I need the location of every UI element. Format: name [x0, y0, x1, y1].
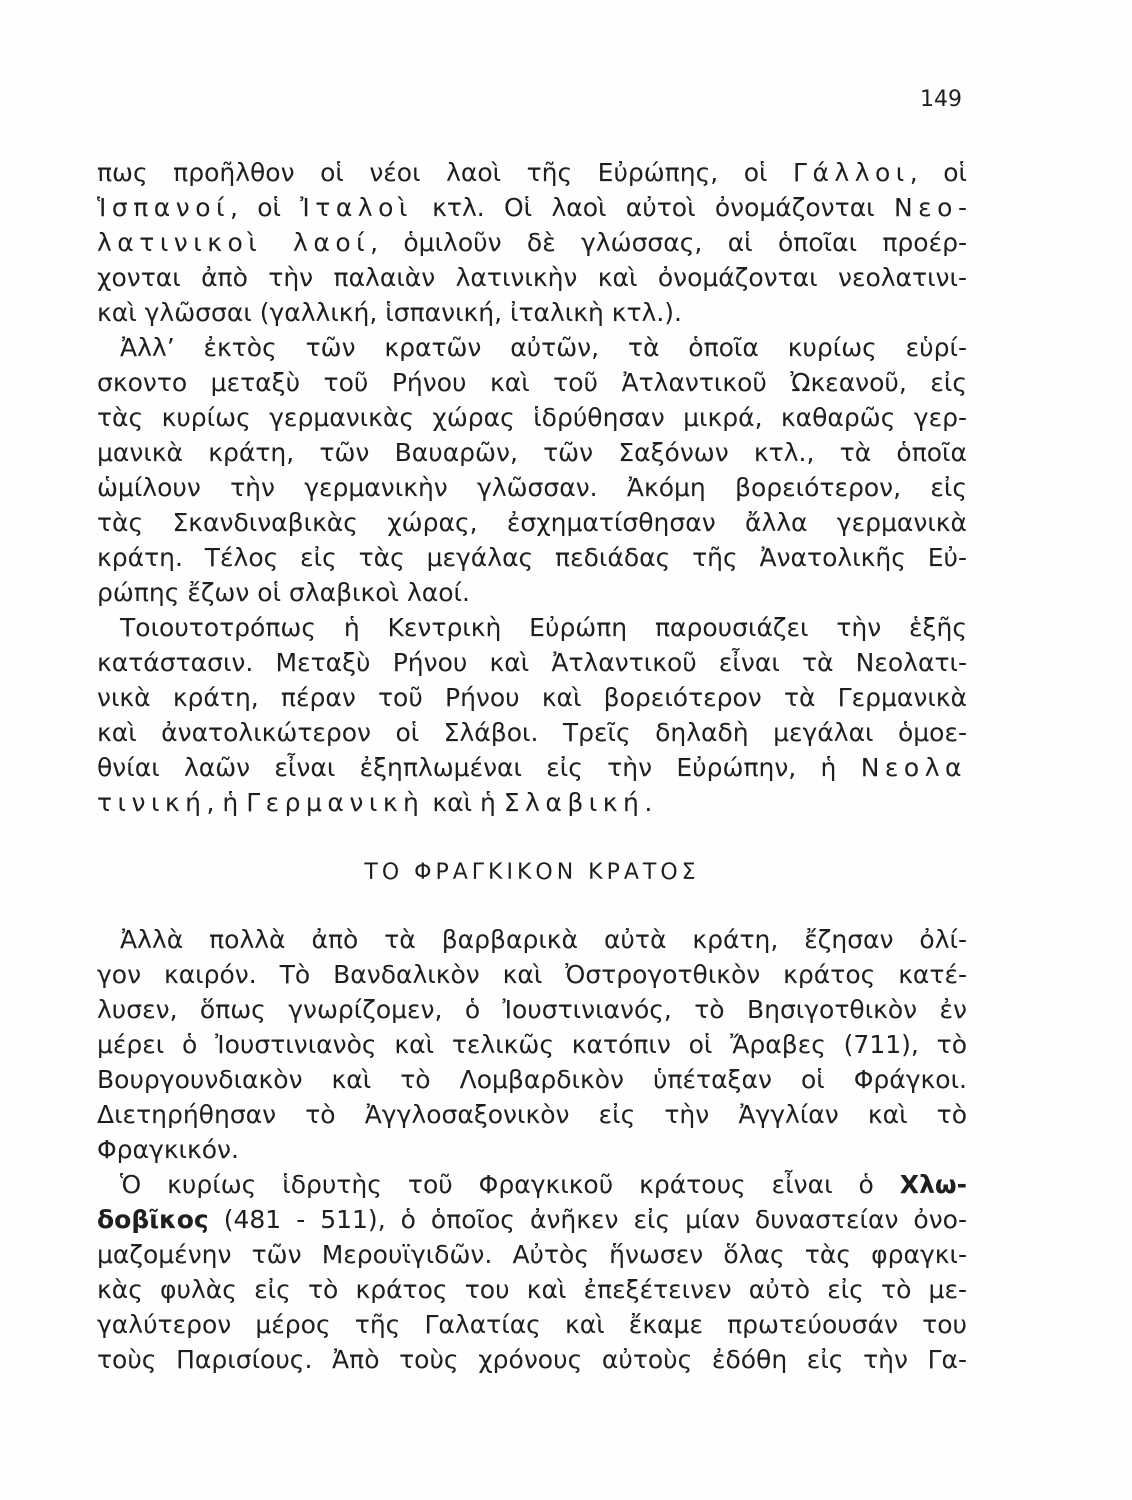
text-line: σκοντο μεταξὺ τοῦ Ρήνου καὶ τοῦ Ἀτλαντικοῦ Ὠκεανοῦ, εἰς [97, 368, 967, 397]
text-segment: πως προῆλθον οἱ νέοι λαοὶ τῆς Εὐρώπης, οἱ [97, 158, 794, 187]
text-line [97, 1167, 967, 1202]
text-line: ὡμίλουν τὴν γερμανικὴν γλῶσσαν. Ἀκόμη βορειότερον, εἰς [97, 473, 967, 502]
spaced-emphasis: Νεο [893, 193, 958, 222]
text-line: κατάστασιν. Μεταξὺ Ρήνου καὶ Ἀτλαντικοῦ εἶναι τὰ Νεολατι- [97, 648, 967, 677]
text-segment: - [957, 193, 967, 222]
text-line: Διετηρήθησαν τὸ Ἀγγλοσαξονικὸν εἰς τὴν Ἀγγλίαν καὶ τὸ [97, 1100, 967, 1129]
bold-name: δοβῖκος [97, 1205, 209, 1234]
text-segment: , ὁμιλοῦν δὲ γλώσσας, αἱ ὁποῖαι προέρ- [370, 228, 967, 257]
spaced-emphasis: Γερμανικὴ [246, 788, 425, 817]
text-line [97, 1202, 967, 1237]
text-line: καὶ γλῶσσαι (γαλλική, ἱσπανική, ἰταλικὴ κτλ.). [97, 298, 682, 327]
text-line: τὰς κυρίως γερμανικὰς χώρας ἱδρύθησαν μικρά, καθαρῶς γερ- [97, 403, 967, 432]
text-line [97, 750, 967, 785]
text-line: Φραγκικόν. [97, 1135, 239, 1164]
section-heading: ΤΟ ΦΡΑΓΚΙΚΟΝ ΚΡΑΤΟΣ [364, 860, 700, 885]
text-line: Τοιουτοτρόπως ἡ Κεντρικὴ Εὐρώπη παρουσιάζει τὴν ἑξῆς [120, 613, 967, 642]
text-line: χονται ἀπὸ τὴν παλαιὰν λατινικὴν καὶ ὀνομάζονται νεολατινι- [97, 263, 967, 292]
text-line: τὰς Σκανδιναβικὰς χώρας, ἐσχηματίσθησαν ἄλλα γερμανικὰ [97, 508, 967, 537]
text-segment: , οἱ [229, 193, 301, 222]
text-line: κράτη. Τέλος εἰς τὰς μεγάλας πεδιάδας τῆς Ἀνατολικῆς Εὐ- [97, 543, 967, 572]
spaced-emphasis: Γάλλοι [793, 158, 910, 187]
text-segment: καὶ ἡ [424, 788, 504, 817]
spaced-emphasis: Ἱσπανοί [97, 193, 230, 222]
text-segment: (481 - 511), ὁ ὁποῖος ἀνῆκεν εἰς μίαν δυναστείαν ὀνο- [208, 1205, 967, 1234]
text-segment: , ἡ [206, 788, 247, 817]
bold-name: Χλω- [899, 1170, 967, 1199]
spaced-emphasis: Ἰταλοὶ [300, 193, 413, 222]
spaced-emphasis: λατινικοὶ λαοί [97, 228, 371, 257]
text-line [97, 225, 967, 260]
text-segment: θνίαι λαῶν εἶναι ἐξηπλωμέναι εἰς τὴν Εὐρώπην, ἡ [97, 753, 861, 782]
text-line: τοὺς Παρισίους. Ἀπὸ τοὺς χρόνους αὐτοὺς ἐδόθη εἰς τὴν Γα- [97, 1345, 967, 1374]
text-line: καὶ ἀνατολικώτερον οἱ Σλάβοι. Τρεῖς δηλαδὴ μεγάλαι ὁμοε- [97, 718, 967, 747]
text-line: μανικὰ κράτη, τῶν Βαυαρῶν, τῶν Σαξόνων κτλ., τὰ ὁποῖα [97, 438, 967, 467]
text-line: γαλύτερον μέρος τῆς Γαλατίας καὶ ἔκαμε πρωτεύουσάν του [97, 1310, 967, 1339]
text-line: ρώπης ἔζων οἱ σλαβικοὶ λαοί. [97, 578, 470, 607]
text-line: κὰς φυλὰς εἰς τὸ κράτος του καὶ ἐπεξέτεινεν αὐτὸ εἰς τὸ με- [97, 1275, 967, 1304]
text-line: μέρει ὁ Ἰουστινιανὸς καὶ τελικῶς κατόπιν οἱ Ἄραβες (711), τὸ [97, 1030, 967, 1059]
text-line: Ἀλλὰ πολλὰ ἀπὸ τὰ βαρβαρικὰ αὐτὰ κράτη, ἔζησαν ὀλί- [120, 925, 967, 954]
text-line: λυσεν, ὅπως γνωρίζομεν, ὁ Ἰουστινιανός, τὸ Βησιγοτθικὸν ἐν [97, 995, 967, 1024]
spaced-emphasis: Νεολα [860, 753, 967, 782]
text-line: Βουργουνδιακὸν καὶ τὸ Λομβαρδικὸν ὑπέταξαν οἱ Φράγκοι. [97, 1065, 967, 1094]
text-segment: Ὁ κυρίως ἱδρυτὴς τοῦ Φραγκικοῦ κράτους εἶναι ὁ [120, 1170, 900, 1199]
text-segment: , οἱ [909, 158, 967, 187]
spaced-emphasis: τινική [97, 788, 207, 817]
text-line: γον καιρόν. Τὸ Βανδαλικὸν καὶ Ὀστρογοτθικὸν κράτος κατέ- [97, 960, 967, 989]
text-line [97, 155, 967, 190]
text-line [97, 190, 967, 225]
body-text-franks [97, 922, 967, 1377]
text-line: Ἀλλ’ ἐκτὸς τῶν κρατῶν αὐτῶν, τὰ ὁποῖα κυρίως εὑρί- [120, 333, 967, 362]
text-segment: . [644, 788, 653, 817]
text-segment: κτλ. Οἱ λαοὶ αὐτοὶ ὀνομάζονται [412, 193, 894, 222]
text-line: νικὰ κράτη, πέραν τοῦ Ρήνου καὶ βορειότερον τὰ Γερμανικὰ [97, 683, 967, 712]
body-text-intro [97, 155, 967, 820]
page-number: 149 [920, 87, 962, 112]
text-line [97, 785, 967, 820]
text-line: μαζομένην τῶν Μερουϊγιδῶν. Αὐτὸς ἥνωσεν ὅλας τὰς φραγκι- [97, 1240, 967, 1269]
spaced-emphasis: Σλαβική [503, 788, 645, 817]
